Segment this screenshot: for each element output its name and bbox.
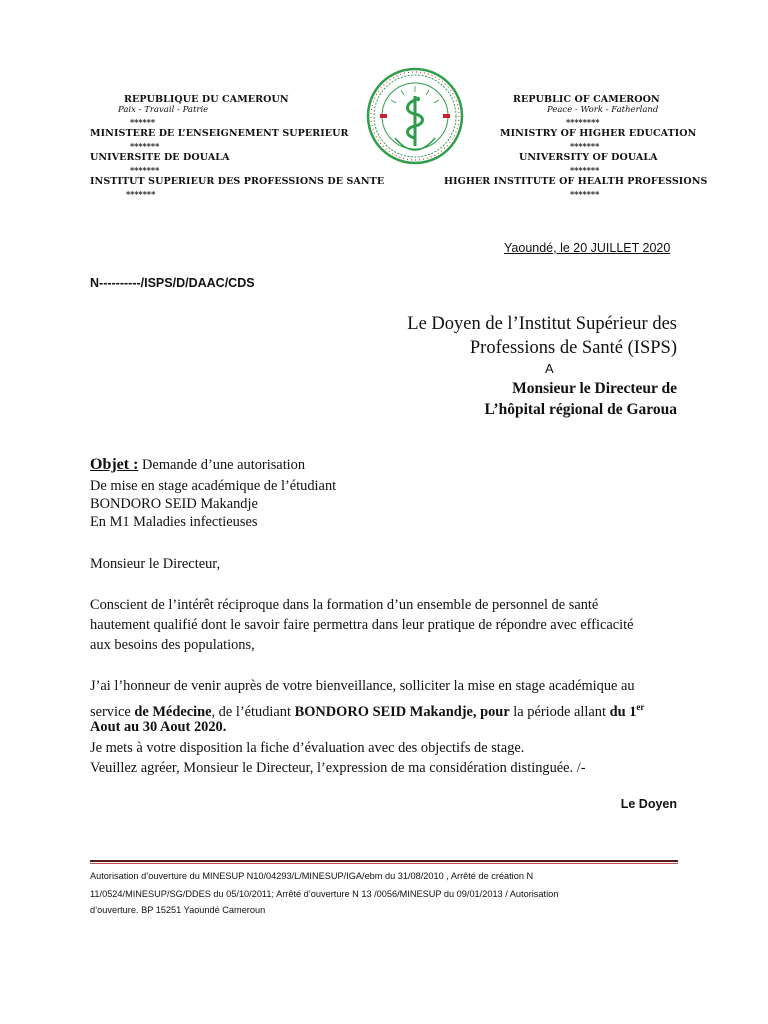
caduceus-seal-icon bbox=[365, 66, 465, 166]
p2-student-intro: , de l’étudiant bbox=[211, 703, 295, 720]
university-fr: UNIVERSITE DE DOUALA bbox=[90, 152, 230, 163]
recipient-line-2: L’hôpital régional de Garoua bbox=[484, 401, 677, 418]
footer-rule-light bbox=[90, 863, 678, 864]
stars-fr-1: ****** bbox=[130, 117, 156, 127]
paragraph-1-line-2: hautement qualifié dont le savoir faire permettra dans leur pratique de répondre avec efficacité bbox=[90, 617, 634, 633]
footer-line-1: Autorisation d’ouverture du MINESUP N10/04293/L/MINESUP/IGA/ebm du 31/08/2010 , Arrêté de création N bbox=[90, 871, 534, 881]
paragraph-2-line-5: Veuillez agréer, Monsieur le Directeur, l’expression de ma considération distinguée. /- bbox=[90, 760, 586, 776]
paragraph-2-line-3: Aout au 30 Aout 2020. bbox=[90, 719, 227, 735]
subject-line-3: BONDORO SEID Makandje bbox=[90, 496, 258, 512]
p2-student-name: BONDORO SEID Makandje, pour bbox=[294, 703, 510, 720]
signature: Le Doyen bbox=[620, 797, 677, 811]
stars-fr-3: ******* bbox=[130, 165, 160, 175]
country-fr: REPUBLIQUE DU CAMEROUN bbox=[124, 94, 289, 105]
stars-en-2: ******* bbox=[570, 141, 600, 151]
to-marker: A bbox=[545, 361, 554, 376]
letter-date: Yaoundé, le 20 JUILLET 2020 bbox=[504, 241, 671, 255]
paragraph-1-line-3: aux besoins des populations, bbox=[90, 637, 255, 653]
stars-en-1: ******** bbox=[566, 117, 600, 127]
motto-fr: Paix - Travail - Patrie bbox=[118, 105, 209, 115]
footer-line-2: 11/0524/MINESUP/SG/DDES du 05/10/2011; Arrêté d’ouverture N 13 /0056/MINESUP du 09/01/2013 / Autorisation bbox=[90, 889, 559, 899]
stars-en-3: ******* bbox=[570, 165, 600, 175]
reference-number: N----------/ISPS/D/DAAC/CDS bbox=[90, 276, 255, 290]
salutation: Monsieur le Directeur, bbox=[90, 556, 221, 572]
sender-line-2: Professions de Santé (ISPS) bbox=[469, 338, 677, 358]
stars-fr-4: ******* bbox=[126, 189, 156, 199]
recipient-line-1: Monsieur le Directeur de bbox=[512, 380, 677, 397]
footer-line-3: d’ouverture. BP 15251 Yaoundé Cameroun bbox=[90, 905, 266, 915]
motto-en: Peace - Work - Fatherland bbox=[547, 105, 659, 115]
p2-department: de Médecine bbox=[134, 703, 212, 720]
subject-block bbox=[90, 456, 305, 474]
stars-fr-2: ******* bbox=[130, 141, 160, 151]
p2-period: la période allant bbox=[509, 703, 610, 720]
p2-start-date: du 1 bbox=[609, 703, 637, 720]
p2-start-date-sup: er bbox=[636, 702, 645, 712]
ministry-en: MINISTRY OF HIGHER EDUCATION bbox=[500, 128, 697, 139]
subject-line-2: De mise en stage académique de l’étudiant bbox=[90, 478, 337, 494]
institute-en: HIGHER INSTITUTE OF HEALTH PROFESSIONS bbox=[444, 176, 708, 187]
university-en: UNIVERSITY OF DOUALA bbox=[519, 152, 658, 163]
stars-en-4: ******* bbox=[570, 189, 600, 199]
ministry-fr: MINISTERE DE L’ENSEIGNEMENT SUPERIEUR bbox=[90, 128, 349, 139]
footer-rule-dark bbox=[90, 860, 678, 862]
subject-line-4: En M1 Maladies infectieuses bbox=[90, 514, 258, 530]
subject-label: Objet : bbox=[90, 456, 139, 473]
paragraph-2-line-4: Je mets à votre disposition la fiche d’évaluation avec des objectifs de stage. bbox=[90, 740, 525, 756]
subject-line-1: Demande d’une autorisation bbox=[138, 457, 306, 473]
paragraph-1-line-1: Conscient de l’intérêt réciproque dans la formation d’un ensemble de personnel de santé bbox=[90, 597, 599, 613]
paragraph-2-line-1: J’ai l’honneur de venir auprès de votre bienveillance, solliciter la mise en stage académique au bbox=[90, 678, 635, 694]
sender-line-1: Le Doyen de l’Institut Supérieur des bbox=[407, 314, 677, 334]
country-en: REPUBLIC OF CAMEROON bbox=[513, 94, 660, 105]
p2-service: service bbox=[90, 703, 135, 720]
institute-fr: INSTITUT SUPERIEUR DES PROFESSIONS DE SANTE bbox=[90, 176, 385, 187]
